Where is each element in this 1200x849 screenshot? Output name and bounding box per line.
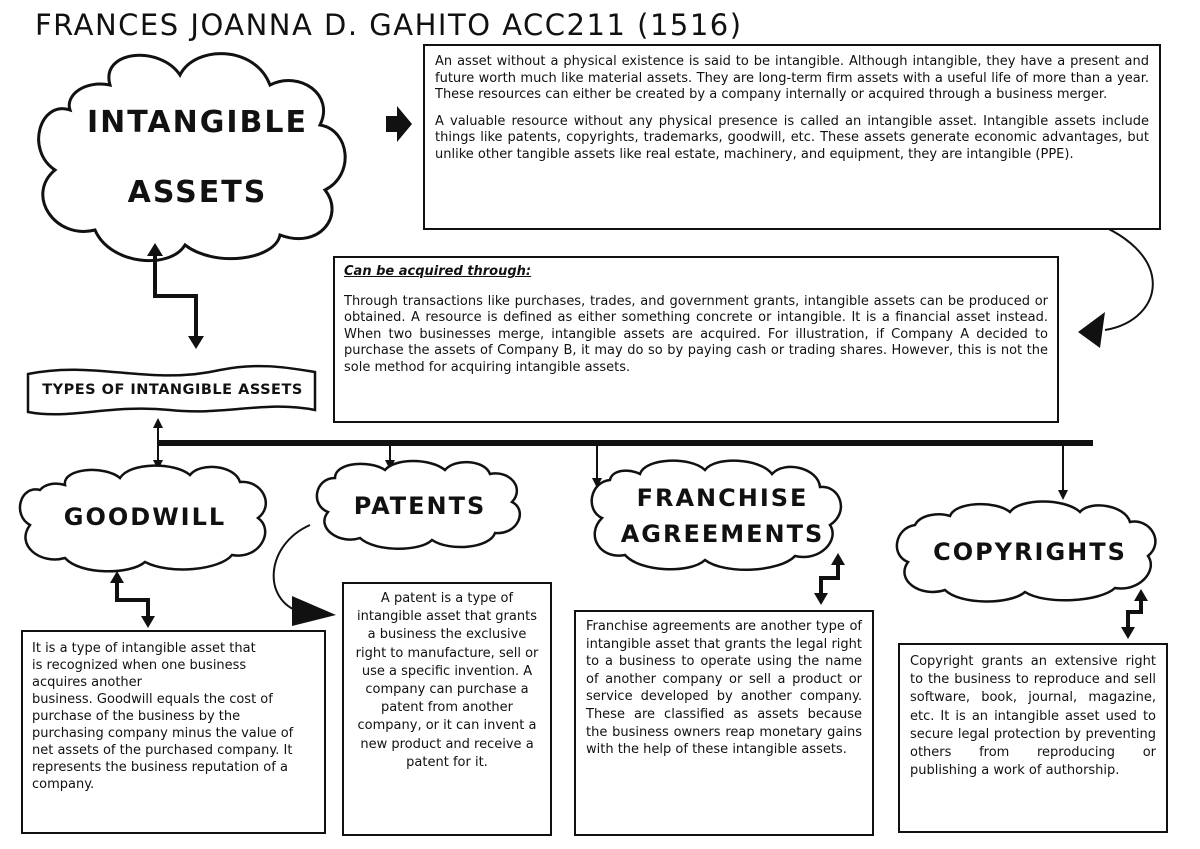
franchise-box xyxy=(574,610,874,836)
arrowhead-up-small-icon xyxy=(153,418,163,428)
patents-curved-arrow xyxy=(274,525,310,612)
main-cloud-line2: ASSETS xyxy=(127,175,268,210)
definition-paragraph-1: An asset without a physical existence is said to be intangible. Although intangible, they have a present and future worth much like material assets. They are long-term firm assets with a useful life of more than a year. These resources can either be created by a company internally or acquired through a business merger. xyxy=(435,54,1149,102)
franchise-zigzag xyxy=(821,562,838,596)
zigzag-connector-main xyxy=(155,253,196,340)
main-cloud-line1: INTANGIBLE xyxy=(87,105,308,140)
patents-box xyxy=(342,582,552,836)
patents-arrowhead-icon xyxy=(292,596,336,626)
arrowhead-down-icon xyxy=(188,336,204,349)
page-title: FRANCES JOANNA D. GAHITO ACC211 (1516) xyxy=(35,8,743,42)
definition-paragraph-2: A valuable resource without any physical presence is called an intangible asset. Intangible assets include things like patents, copyrights, trademarks, goodwill, etc. These assets generate economic advantages, but unlike other tangible assets like real estate, machinery, and equipment, they are intangible (PPE). xyxy=(435,113,1149,162)
arrowhead-right-icon xyxy=(1078,312,1105,348)
patents-body: A patent is a type of intangible asset that grants a business the exclusive right to manufacture, sell or use a specific invention. A company can purchase a patent from another company, or it can invent a new product and receive a patent for it. xyxy=(355,591,539,770)
types-banner-label: TYPES OF INTANGIBLE ASSETS xyxy=(42,382,303,398)
goodwill-line1: It is a type of intangible asset that xyxy=(32,641,256,656)
acquired-box xyxy=(333,256,1059,423)
franchise-label-line1: FRANCHISE xyxy=(636,484,809,512)
goodwill-box xyxy=(21,630,326,834)
main-cloud-label xyxy=(75,88,320,228)
copyrights-zigzag xyxy=(1128,598,1141,630)
goodwill-line2: is recognized when one business xyxy=(32,658,247,673)
goodwill-label: GOODWILL xyxy=(63,503,227,531)
patents-label: PATENTS xyxy=(353,492,487,520)
copyrights-label: COPYRIGHTS xyxy=(933,538,1127,566)
acquired-heading: Can be acquired through: xyxy=(344,264,532,279)
copyrights-box xyxy=(898,643,1168,833)
curved-arrow-right xyxy=(1082,218,1153,330)
types-connector-bar xyxy=(158,440,1093,446)
definition-box xyxy=(423,44,1161,230)
franchise-label-line2: AGREEMENTS xyxy=(620,520,825,548)
franchise-body: Franchise agreements are another type of intangible asset that grants the legal right to a business to operate using the name of another company or sell a product or service developed by another company. These are classified as assets because the business owners reap monetary gains with the help of these intangible assets. xyxy=(586,619,862,758)
goodwill-line3: acquires another xyxy=(32,675,143,690)
goodwill-zigzag xyxy=(117,580,148,620)
pointer-arrow-icon xyxy=(386,106,412,142)
goodwill-body: business. Goodwill equals the cost of purchase of the business by the purchasing company minus the value of net assets of the purchased company. It represents the business reputation of a company. xyxy=(32,692,294,792)
acquired-body: Through transactions like purchases, trades, and government grants, intangible assets can be produced or obtained. A resource is defined as either something concrete or intangible. It is a financial asset instead. When two businesses merge, intangible assets are acquired. For illustration, if Company A decided to purchase the assets of Company B, it may do so by paying cash or trading shares. However, this is not the sole method for acquiring intangible assets. xyxy=(344,293,1048,375)
franchise-label xyxy=(610,480,835,552)
copyrights-body: Copyright grants an extensive right to the business to reproduce and sell software, book, journal, magazine, etc. It is an intangible asset used to secure legal protection by preventing others from reproducing or publishing a work of authorship. xyxy=(910,654,1156,779)
